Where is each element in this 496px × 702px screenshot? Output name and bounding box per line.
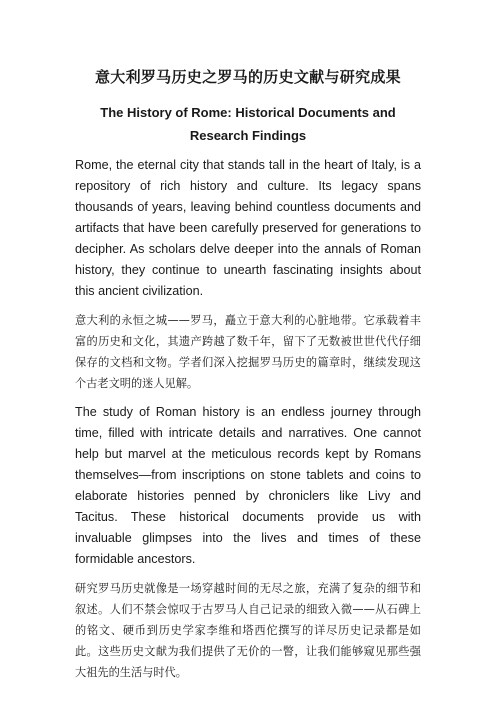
document-page bbox=[75, 66, 421, 691]
paragraph-zh-2: 研究罗马历史就像是一场穿越时间的无尽之旅，充满了复杂的细节和叙述。人们不禁会惊叹于古罗马人自己记录的细致入微——从石碑上的铭文、硬币到历史学家李维和塔西佗撰写的详尽历史记录都是如此。这些历史文献为我们提供了无价的一瞥，让我们能够窥见那些强大祖先的生活与时代。 bbox=[75, 582, 421, 679]
paragraph-en-2: The study of Roman history is an endless journey through time, filled with intricate details and narratives. One cannot help but marvel at the meticulous records kept by Romans themselves—from inscriptions on stone tablets and coins to elaborate histories penned by chroniclers like Livy and Tacitus. These historical documents provide us with invaluable glimpses into the lives and times of these formidable ancestors. bbox=[75, 405, 421, 566]
title-english: The History of Rome: Historical Documents and Research Findings bbox=[100, 105, 396, 143]
paragraph-zh-1: 意大利的永恒之城——罗马，矗立于意大利的心脏地带。它承载着丰富的历史和文化，其遗产跨越了数千年，留下了无数被世世代代仔细保存的文档和文物。学者们深入挖掘罗马历史的篇章时，继续发现这个古老文明的迷人见解。 bbox=[75, 314, 421, 390]
title-chinese: 意大利罗马历史之罗马的历史文献与研究成果 bbox=[94, 68, 401, 86]
paragraph-en-1: Rome, the eternal city that stands tall in the heart of Italy, is a repository of rich history and culture. Its legacy spans thousands of years, leaving behind countless documents and artifacts that have been carefully preserved for generations to decipher. As scholars delve deeper into the annals of Roman history, they continue to unearth fascinating insights about this ancient civilization. bbox=[75, 158, 421, 298]
